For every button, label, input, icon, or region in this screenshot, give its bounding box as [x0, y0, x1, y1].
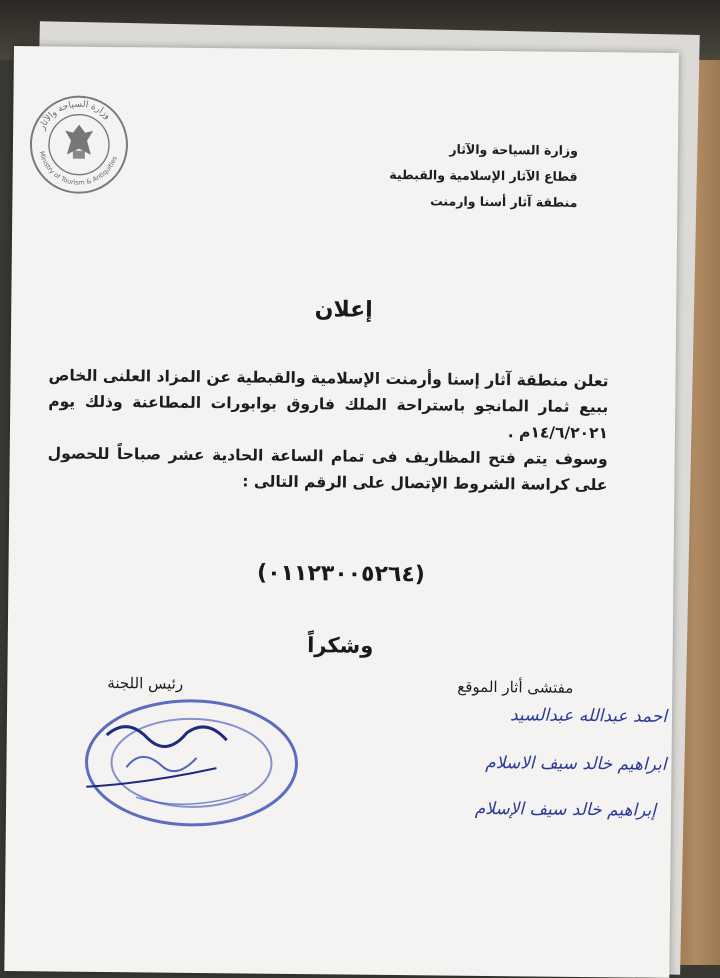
handwritten-name-3: إبراهيم خالد سيف الإسلام	[474, 798, 657, 821]
phone-number: (٠١١٢٣٠٠٥٢٦٤)	[256, 560, 426, 588]
announcement-paragraph-2: وسوف يتم فتح المظاريف فى تمام الساعة الحادية عشر صباحاً للحصول على كراسة الشروط الإتصال على الرقم التالى :	[47, 444, 608, 495]
header-region-name: منطقة آثار أسنا وارمنت	[430, 193, 578, 210]
site-inspectors-label: مفتشى أثار الموقع	[457, 677, 574, 697]
ministry-seal-icon	[26, 92, 131, 197]
document-sheet	[4, 46, 679, 978]
announcement-paragraph-1: تعلن منطقة آثار إسنا وأرمنت الإسلامية والقبطية عن المزاد العلنى الخاص ببيع ثمار المانجو باستراحة الملك فاروق بوابورات المطاعنة وذلك يوم ١٤/٦/٢٠٢١م .	[48, 366, 609, 443]
ministry-header	[317, 135, 578, 216]
announcement-body	[47, 362, 608, 498]
header-sector-name: قطاع الآثار الإسلامية والقبطية	[389, 166, 578, 184]
announcement-title: إعلان	[314, 297, 373, 323]
handwritten-name-1: احمد عبدالله عبدالسيد	[509, 705, 668, 727]
official-stamp-icon	[66, 687, 308, 840]
committee-head-label: رئيس اللجنة	[107, 674, 184, 693]
seal-arabic-text: وزارة السياحة والآثار	[37, 99, 113, 132]
seal-english-text: Ministry of Tourism & Antiquities	[37, 150, 119, 187]
header-ministry-name: وزارة السياحة والآثار	[449, 141, 579, 158]
thanks-text: وشكراً	[307, 633, 374, 658]
handwritten-name-2: ابراهيم خالد سيف الاسلام	[485, 752, 667, 775]
